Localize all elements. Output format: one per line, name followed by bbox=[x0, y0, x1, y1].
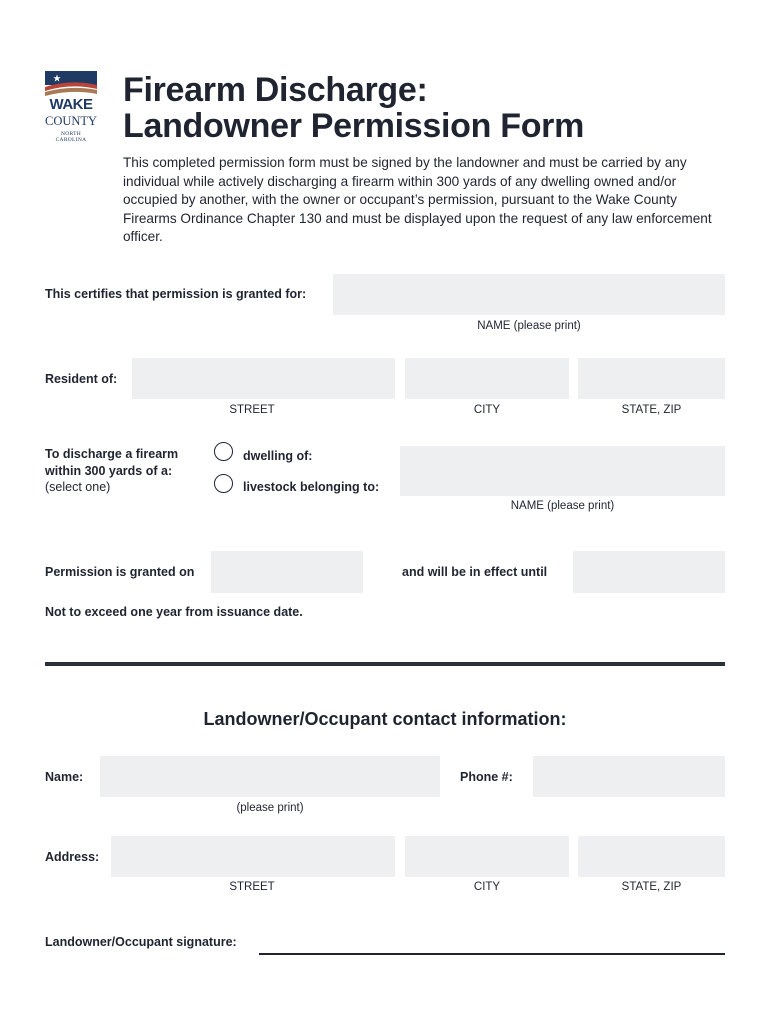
permittee-name-caption: NAME (please print) bbox=[477, 320, 581, 332]
resident-city-input[interactable] bbox=[405, 358, 569, 399]
logo-state-text: NORTH CAROLINA bbox=[55, 131, 87, 143]
logo-flag-icon bbox=[45, 71, 97, 97]
resident-state-zip-caption: STATE, ZIP bbox=[621, 404, 682, 416]
contact-name-label: Name: bbox=[45, 770, 84, 784]
effect-until-label: and will be in effect until bbox=[402, 565, 548, 579]
dwelling-option-label: dwelling of: bbox=[243, 449, 313, 463]
resident-state-zip-input[interactable] bbox=[578, 358, 725, 399]
resident-street-caption: STREET bbox=[229, 404, 275, 416]
discharge-label-line2: within 300 yards of a: bbox=[45, 464, 173, 478]
contact-heading: Landowner/Occupant contact information: bbox=[203, 709, 567, 729]
contact-address-label: Address: bbox=[45, 850, 100, 864]
livestock-option-label: livestock belonging to: bbox=[243, 480, 380, 494]
owner-name-caption: NAME (please print) bbox=[510, 500, 615, 512]
section-divider bbox=[45, 662, 725, 666]
select-one-note: (select one) bbox=[45, 480, 111, 494]
contact-street-caption: STREET bbox=[229, 881, 275, 893]
contact-phone-input[interactable] bbox=[533, 756, 725, 797]
contact-phone-label: Phone #: bbox=[460, 770, 513, 784]
permittee-name-input[interactable] bbox=[333, 274, 725, 315]
not-exceed-note: Not to exceed one year from issuance date. bbox=[45, 605, 303, 619]
intro-paragraph: This completed permission form must be signed by the landowner and must be carried by any individual while actively discharging a firearm within 300 yards of any dwelling owned and/or occupied by another, with the owner or occupant’s permission, pursuant to the Wake County Firearms Ordinance Chapter 130 and must be displayed upon the request of any law enforcement officer. bbox=[123, 155, 712, 244]
effect-until-date-input[interactable] bbox=[573, 551, 725, 593]
certifies-label: This certifies that permission is granted for: bbox=[45, 287, 307, 301]
resident-street-input[interactable] bbox=[132, 358, 395, 399]
logo-county-text: COUNTY bbox=[45, 114, 98, 128]
livestock-radio[interactable] bbox=[214, 474, 233, 493]
contact-name-input[interactable] bbox=[100, 756, 440, 797]
contact-state-zip-input[interactable] bbox=[578, 836, 725, 877]
title-line-1: Firearm Discharge: bbox=[123, 71, 428, 109]
discharge-label-line1: To discharge a firearm bbox=[45, 447, 179, 461]
contact-please-print-caption: (please print) bbox=[236, 802, 304, 814]
granted-on-date-input[interactable] bbox=[211, 551, 363, 593]
signature-label: Landowner/Occupant signature: bbox=[45, 935, 237, 949]
logo-wake-text: WAKE bbox=[49, 96, 93, 113]
contact-city-input[interactable] bbox=[405, 836, 569, 877]
owner-name-input[interactable] bbox=[400, 446, 725, 496]
signature-line[interactable] bbox=[259, 953, 725, 955]
title-line-2: Landowner Permission Form bbox=[123, 107, 585, 145]
page-title bbox=[123, 72, 584, 144]
contact-street-input[interactable] bbox=[111, 836, 395, 877]
granted-on-label: Permission is granted on bbox=[45, 565, 195, 579]
resident-city-caption: CITY bbox=[473, 404, 501, 416]
contact-city-caption: CITY bbox=[473, 881, 501, 893]
resident-label: Resident of: bbox=[45, 372, 118, 386]
contact-state-zip-caption: STATE, ZIP bbox=[621, 881, 682, 893]
dwelling-radio[interactable] bbox=[214, 442, 233, 461]
